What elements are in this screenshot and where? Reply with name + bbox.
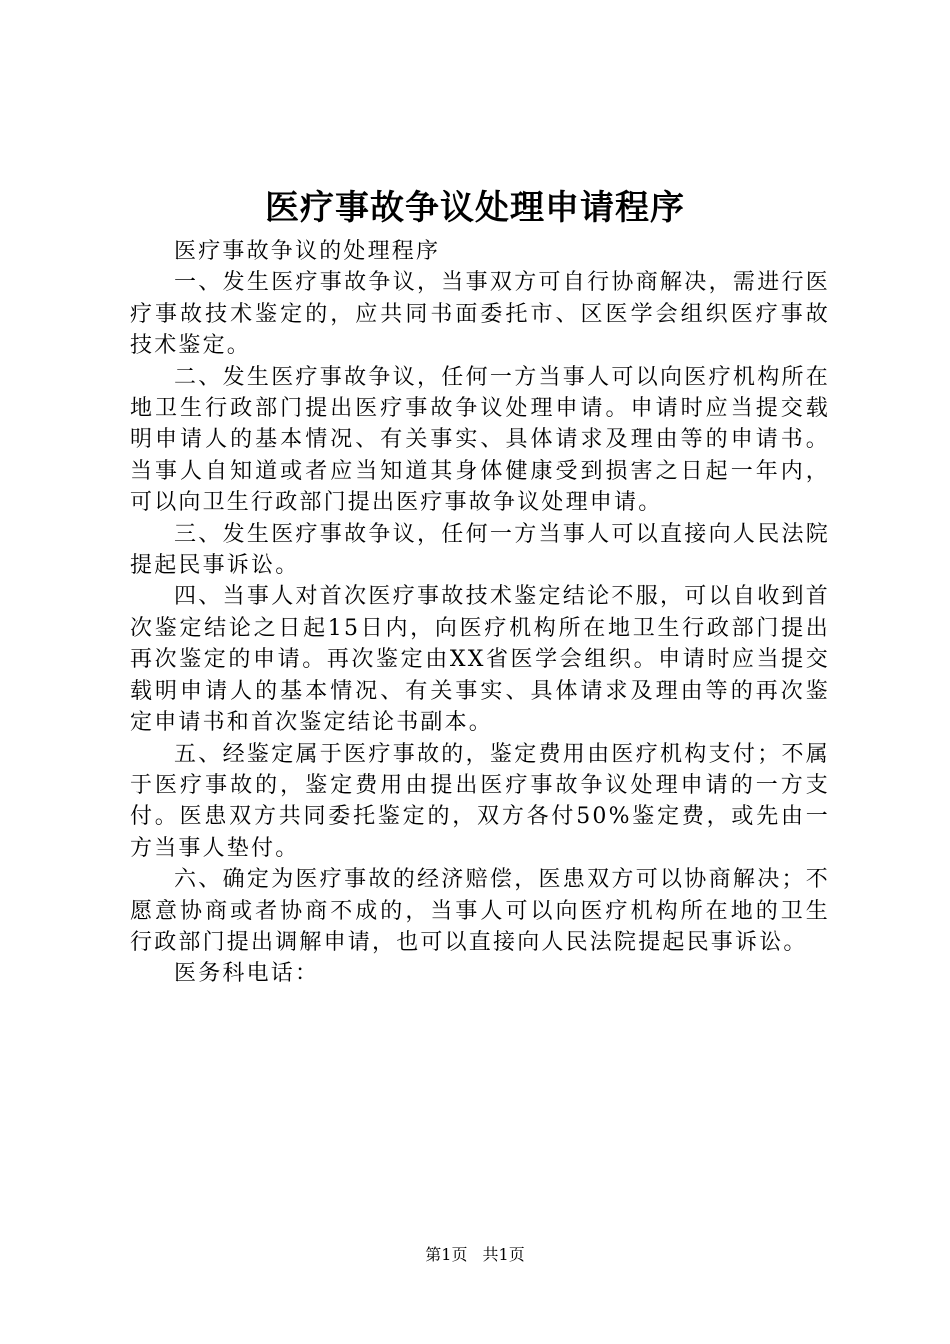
document-body bbox=[130, 236, 830, 990]
page-number: 第1页 bbox=[425, 1245, 468, 1264]
paragraph-6: 六、确定为医疗事故的经济赔偿，医患双方可以协商解决；不愿意协商或者协商不成的，当事人可以向医疗机构所在地的卫生行政部门提出调解申请，也可以直接向人民法院提起民事诉讼。 bbox=[130, 867, 830, 955]
paragraph-2: 二、发生医疗事故争议，任何一方当事人可以向医疗机构所在地卫生行政部门提出医疗事故争议处理申请。申请时应当提交载明申请人的基本情况、有关事实、具体请求及理由等的申请书。当事人自知道或者应当知道其身体健康受到损害之日起一年内，可以向卫生行政部门提出医疗事故争议处理申请。 bbox=[130, 364, 830, 516]
document-title: 医疗事故争议处理申请程序 bbox=[265, 188, 685, 228]
contact-phone-line: 医务科电话： bbox=[174, 961, 320, 987]
section-heading: 医疗事故争议的处理程序 bbox=[174, 239, 441, 264]
paragraph-5: 五、经鉴定属于医疗事故的，鉴定费用由医疗机构支付；不属于医疗事故的，鉴定费用由提出医疗事故争议处理申请的一方支付。医患双方共同委托鉴定的，双方各付50%鉴定费，或先由一方当事人垫付。 bbox=[130, 741, 830, 861]
page-footer bbox=[0, 1244, 950, 1266]
page-total: 共1页 bbox=[482, 1245, 525, 1264]
paragraph-4: 四、当事人对首次医疗事故技术鉴定结论不服，可以自收到首次鉴定结论之日起15日内，向医疗机构所在地卫生行政部门提出再次鉴定的申请。再次鉴定由XX省医学会组织。申请时应当提交载明申请人的基本情况、有关事实、具体请求及理由等的再次鉴定申请书和首次鉴定结论书副本。 bbox=[130, 584, 830, 736]
paragraph-3: 三、发生医疗事故争议，任何一方当事人可以直接向人民法院提起民事诉讼。 bbox=[130, 521, 830, 579]
paragraph-1: 一、发生医疗事故争议，当事双方可自行协商解决，需进行医疗事故技术鉴定的，应共同书面委托市、区医学会组织医疗事故技术鉴定。 bbox=[130, 270, 830, 359]
